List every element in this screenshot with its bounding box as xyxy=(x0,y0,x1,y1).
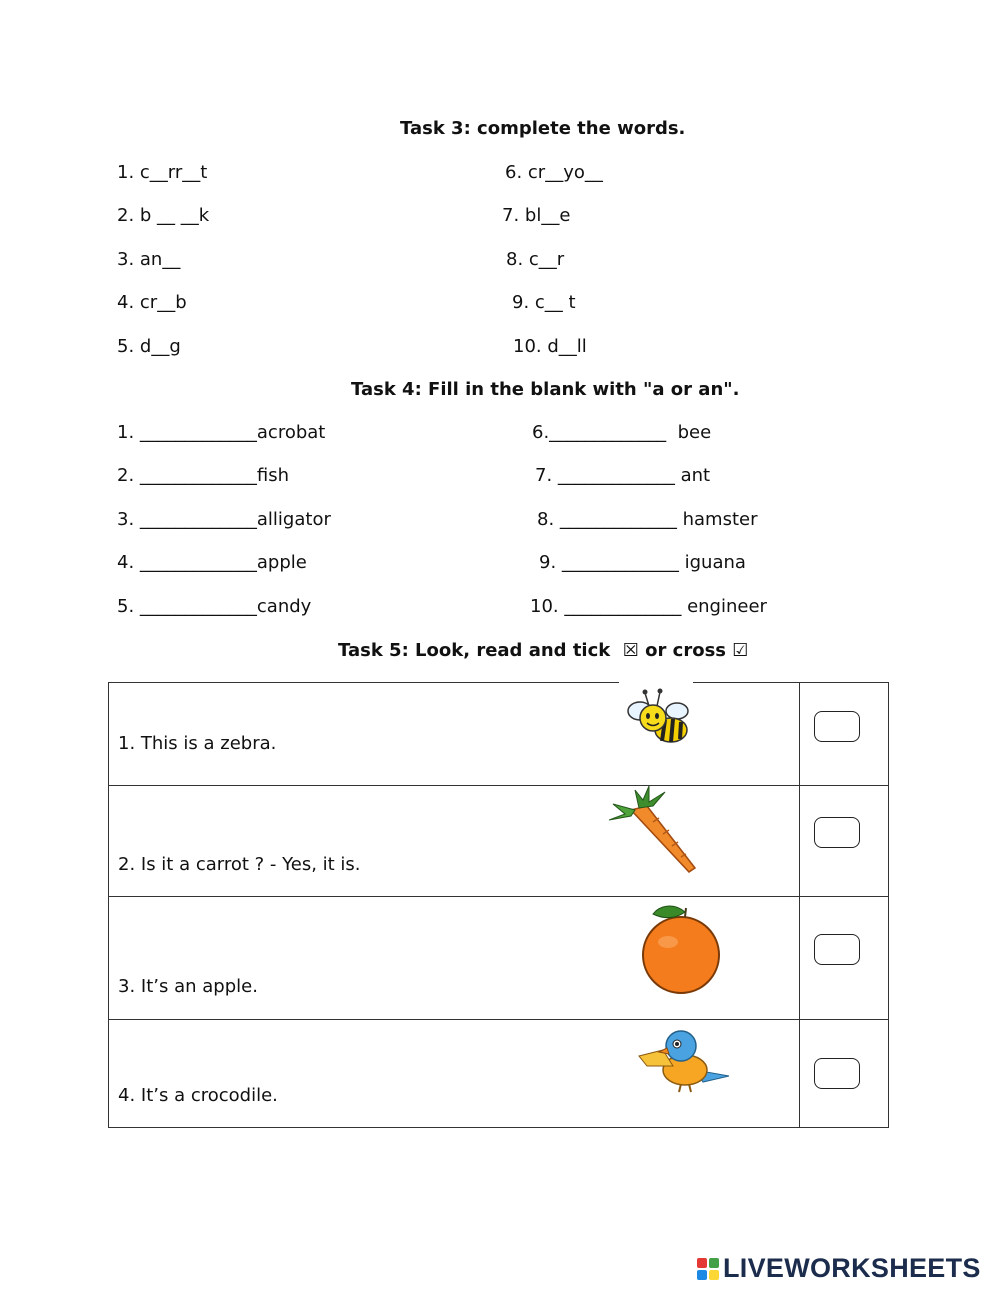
task3-heading: Task 3: complete the words. xyxy=(400,118,686,139)
orange-icon xyxy=(633,900,729,996)
bird-icon xyxy=(633,1026,731,1094)
carrot-icon xyxy=(609,786,701,876)
liveworksheets-logo xyxy=(697,1253,981,1284)
answer-box-4[interactable] xyxy=(814,1058,860,1089)
task3-item-4: 4. cr__b xyxy=(117,292,187,313)
answer-box-1[interactable] xyxy=(814,711,860,742)
task3-item-6: 6. cr__yo__ xyxy=(505,162,603,183)
task3-item-2: 2. b __ __k xyxy=(117,205,210,226)
task4-item-1: 1. _____________acrobat xyxy=(117,422,326,443)
task5-sentence-3: 3. It’s an apple. xyxy=(118,976,258,997)
task5-text-cell xyxy=(109,1020,800,1128)
task4-item-9: 9. _____________ iguana xyxy=(539,552,746,573)
task4-item-5: 5. _____________candy xyxy=(117,596,312,617)
task5-heading: Task 5: Look, read and tick ☒ or cross ☑ xyxy=(338,640,749,661)
task3-item-3: 3. an__ xyxy=(117,249,181,270)
task5-sentence-2: 2. Is it a carrot ? - Yes, it is. xyxy=(118,854,361,875)
task3-item-7: 7. bl__e xyxy=(502,205,571,226)
table-row xyxy=(109,1020,889,1128)
bee-icon xyxy=(615,681,697,753)
answer-box-3[interactable] xyxy=(814,934,860,965)
task4-item-3: 3. _____________alligator xyxy=(117,509,331,530)
task4-item-8: 8. _____________ hamster xyxy=(537,509,758,530)
task5-check-cell xyxy=(800,897,889,1020)
logo-mark-icon xyxy=(697,1258,719,1280)
task5-sentence-1: 1. This is a zebra. xyxy=(118,733,277,754)
task4-item-6: 6._____________ bee xyxy=(532,422,712,443)
task5-sentence-4: 4. It’s a crocodile. xyxy=(118,1085,278,1106)
task4-item-4: 4. _____________apple xyxy=(117,552,307,573)
task3-item-1: 1. c__rr__t xyxy=(117,162,208,183)
task4-item-2: 2. _____________fish xyxy=(117,465,290,486)
answer-box-2[interactable] xyxy=(814,817,860,848)
task5-check-cell xyxy=(800,786,889,897)
task4-item-7: 7. _____________ ant xyxy=(535,465,711,486)
task5-text-cell xyxy=(109,683,800,786)
task4-item-10: 10. _____________ engineer xyxy=(530,596,767,617)
table-row xyxy=(109,683,889,786)
logo-text: LIVEWORKSHEETS xyxy=(723,1253,981,1283)
task5-text-cell xyxy=(109,786,800,897)
task5-check-cell xyxy=(800,683,889,786)
task3-item-10: 10. d__ll xyxy=(513,336,587,357)
task5-check-cell xyxy=(800,1020,889,1128)
task3-item-5: 5. d__g xyxy=(117,336,181,357)
task5-text-cell xyxy=(109,897,800,1020)
task3-item-8: 8. c__r xyxy=(506,249,565,270)
table-row xyxy=(109,897,889,1020)
task3-item-9: 9. c__ t xyxy=(512,292,576,313)
table-row xyxy=(109,786,889,897)
task5-table xyxy=(108,682,889,1128)
task4-heading: Task 4: Fill in the blank with "a or an". xyxy=(351,379,740,400)
